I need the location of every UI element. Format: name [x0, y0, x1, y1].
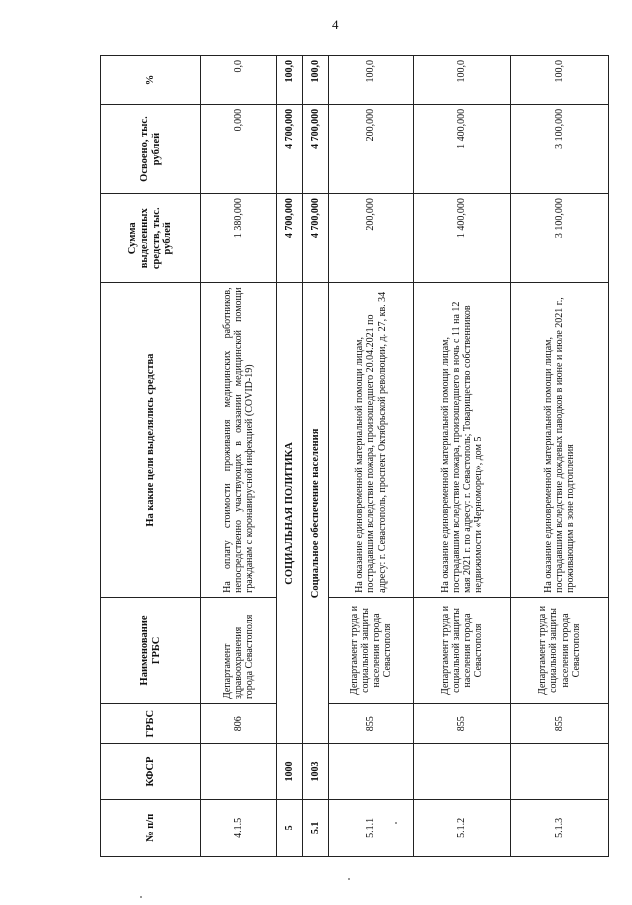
subsection-title: Социальное обеспечение населения	[303, 283, 329, 744]
row-grbs: 855	[414, 704, 511, 744]
row-grbs: 855	[511, 704, 609, 744]
section-row	[277, 56, 303, 857]
scan-speck	[348, 878, 350, 880]
row-allocated: 1 400,000	[414, 194, 511, 283]
row-spent: 3 100,000	[511, 104, 609, 193]
row-kfsr: 1000	[277, 744, 303, 799]
row-percent: 0,0	[201, 56, 277, 105]
row-percent: 100,0	[511, 56, 609, 105]
header-allocated: Сумма выделенных средств, тыс. рублей	[101, 194, 201, 283]
row-num: 4.1.5	[201, 799, 277, 856]
row-purpose: На оказание единовременной материальной помощи лицам, пострадавшим вследствие пожара, произошедшего в ночь с 11 на 12 мая 2021 г. по адресу: г. Севастополь; Товарищество собственников недвижимости «Черноморец», дом 5	[414, 283, 511, 597]
row-allocated: 3 100,000	[511, 194, 609, 283]
row-allocated: 200,000	[329, 194, 414, 283]
section-title: СОЦИАЛЬНАЯ ПОЛИТИКА	[277, 283, 303, 744]
row-num: 5	[277, 799, 303, 856]
scan-speck	[140, 896, 142, 898]
row-spent: 0,000	[201, 104, 277, 193]
scan-speck	[395, 822, 397, 824]
header-percent: %	[101, 56, 201, 105]
header-purpose: На какие цели выделялись средства	[101, 283, 201, 597]
row-kfsr	[201, 744, 277, 799]
table-row	[329, 56, 414, 857]
row-grbs: 855	[329, 704, 414, 744]
table-row	[414, 56, 511, 857]
row-spent: 4 700,000	[277, 104, 303, 193]
row-num: 5.1	[303, 799, 329, 856]
header-grbs-name: Наименование ГРБС	[101, 597, 201, 703]
row-purpose: На оказание единовременной материальной помощи лицам, пострадавшим вследствие дождевых паводков в июне и июле 2021 г., проживающим в зоне подтопления	[511, 283, 609, 597]
row-spent: 1 400,000	[414, 104, 511, 193]
row-percent: 100,0	[329, 56, 414, 105]
row-grbs-name: Департамент здравоохранения города Севастополя	[201, 597, 277, 703]
row-spent: 4 700,000	[303, 104, 329, 193]
row-percent: 100,0	[414, 56, 511, 105]
row-percent: 100,0	[277, 56, 303, 105]
row-num: 5.1.2	[414, 799, 511, 856]
row-num: 5.1.3	[511, 799, 609, 856]
table-row	[201, 56, 277, 857]
page-number: 4	[332, 17, 339, 32]
row-purpose: На оплату стоимости проживания медицинских работников, непосредственно участвующих в оказании медицинской помощи гражданам с коронавирусной инфекцией (COVID-19)	[201, 283, 277, 597]
table-row	[511, 56, 609, 857]
row-allocated: 4 700,000	[303, 194, 329, 283]
row-spent: 200,000	[329, 104, 414, 193]
row-num: 5.1.1	[329, 799, 414, 856]
row-percent: 100,0	[303, 56, 329, 105]
row-kfsr	[511, 744, 609, 799]
row-grbs-name: Департамент труда и социальной защиты населения города Севастополя	[414, 597, 511, 703]
row-allocated: 4 700,000	[277, 194, 303, 283]
table-header-row	[101, 56, 201, 857]
header-spent: Освоено, тыс. рублей	[101, 104, 201, 193]
header-num: № п/п	[101, 799, 201, 856]
row-grbs: 806	[201, 704, 277, 744]
row-kfsr	[329, 744, 414, 799]
row-kfsr: 1003	[303, 744, 329, 799]
section-row	[303, 56, 329, 857]
row-allocated: 1 380,000	[201, 194, 277, 283]
row-kfsr	[414, 744, 511, 799]
row-purpose: На оказание единовременной материальной помощи лицам, пострадавшим вследствие пожара, произошедшего 20.04.2021 по адресу: г. Севастополь, проспект Октябрьской революции, д. 27, кв. 34	[329, 283, 414, 597]
row-grbs-name: Департамент труда и социальной защиты населения города Севастополя	[511, 597, 609, 703]
rotated-table-wrapper	[100, 55, 608, 857]
header-kfsr: КФСР	[101, 744, 201, 799]
header-grbs: ГРБС	[101, 704, 201, 744]
row-grbs-name: Департамент труда и социальной защиты населения города Севастополя	[329, 597, 414, 703]
budget-table	[100, 55, 609, 857]
